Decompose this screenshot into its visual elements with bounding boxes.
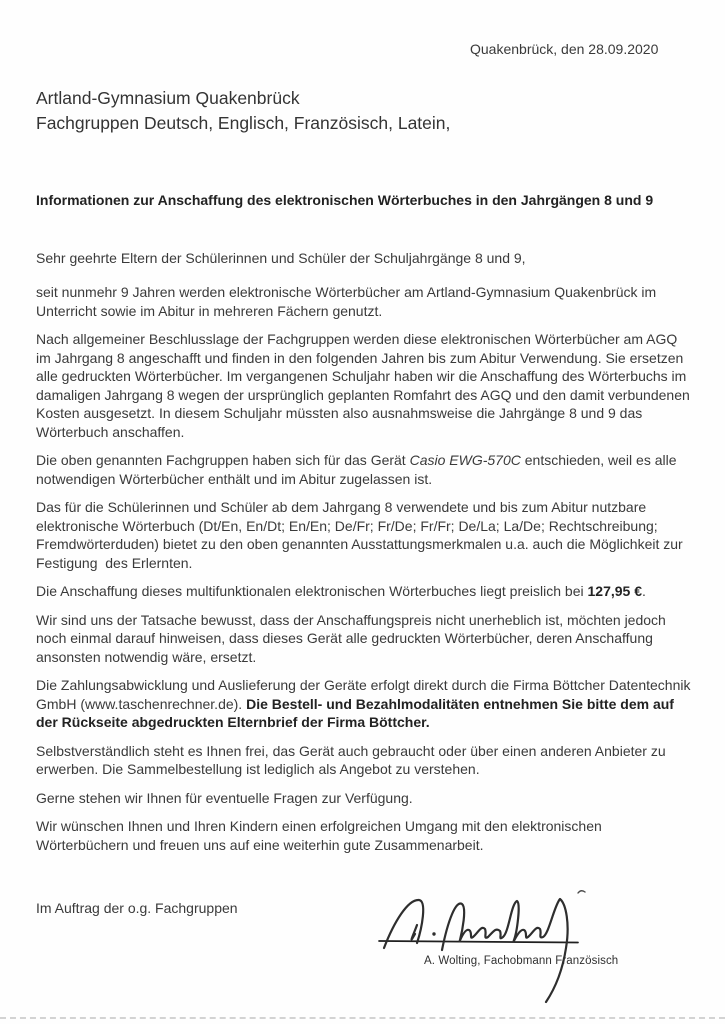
paragraph xyxy=(36,283,693,320)
text-run: Wir wünschen Ihnen und Ihren Kindern einen erfolgreichen Umgang mit den elektronischen Wörterbüchern und freuen uns auf eine weiterhin gute Zusammenarbeit. xyxy=(36,818,606,853)
subject-line: Informationen zur Anschaffung des elektronischen Wörterbuches in den Jahrgängen 8 und 9 xyxy=(36,192,654,208)
signature-tilde-mark xyxy=(578,891,585,893)
salutation-line: Sehr geehrte Eltern der Schülerinnen und Schüler der Schuljahrgänge 8 und 9, xyxy=(36,250,526,266)
text-run: Selbstverständlich steht es Ihnen frei, das Gerät auch gebraucht oder über einen anderen Anbieter zu erwerben. Die Sammelbestellung ist lediglich als Angebot zu verstehen. xyxy=(36,742,670,777)
text-run: Die Zahlungsabwicklung und Auslieferung der Geräte erfolgt direkt durch die Firma Böttcher Datentechnik GmbH (www.taschenrechner.de). xyxy=(36,677,695,712)
paragraph xyxy=(36,817,693,854)
paragraph xyxy=(36,582,693,601)
sender-departments-line: Fachgruppen Deutsch, Englisch, Französisch, Latein, xyxy=(36,113,451,133)
text-run: Die Bestell- und Bezahlmodalitäten entnehmen Sie bitte dem auf der Rückseite abgedruckten Elternbrief der Firma Böttcher. xyxy=(36,695,678,730)
text-run: Die oben genannten Fachgruppen haben sich für das Gerät xyxy=(36,452,410,468)
paragraph xyxy=(36,498,693,572)
text-run: Gerne stehen wir Ihnen für eventuelle Fragen zur Verfügung. xyxy=(36,789,413,806)
text-run: . xyxy=(642,583,646,599)
paragraph xyxy=(36,742,693,779)
text-run: entschieden, weil es alle notwendigen Wörterbücher enthält und im Abitur zugelassen ist. xyxy=(36,452,681,487)
text-run: Die Anschaffung dieses multifunktionalen elektronischen Wörterbuches liegt preislich bei xyxy=(36,583,588,599)
signature-caption: A. Wolting, Fachobmann Französisch xyxy=(424,955,619,967)
letter-body xyxy=(36,283,693,864)
text-run: Das für die Schülerinnen und Schüler ab dem Jahrgang 8 verwendete und bis zum Abitur nutzbare elektronische Wörterbuch (Dt/En, En/Dt; En/En; De/Fr; Fr/De; Fr/Fr; De/La; La/De; Rechtschreibung; Fremdwörterduden) bietet zu den oben genannten Ausstattungsmerkmalen u.a. auch die Möglichkeit zur Festigung des Erlernten. xyxy=(36,499,687,571)
text-run: 127,95 € xyxy=(587,583,642,599)
text-run: Wir sind uns der Tatsache bewusst, dass der Anschaffungspreis nicht unerheblich ist, möchten jedoch noch einmal darauf hinweisen, dass dieses Gerät alle gedruckten Wörterbücher, deren Anschaffung ansonsten notwendig wäre, ersetzt. xyxy=(36,611,670,665)
signature-image xyxy=(372,886,602,1008)
paragraph xyxy=(36,611,693,667)
signature-underline xyxy=(379,941,578,943)
text-run: seit nunmehr 9 Jahren werden elektronische Wörterbücher am Artland-Gymnasium Quakenbrück im Unterricht sowie im Abitur in mehreren Fächern genutzt. xyxy=(36,284,661,319)
paragraph xyxy=(36,451,693,488)
sender-school-line: Artland-Gymnasium Quakenbrück xyxy=(36,88,300,108)
paragraph xyxy=(36,789,693,808)
text-run: Casio EWG-570C xyxy=(409,452,521,468)
sender-block xyxy=(36,86,450,136)
paragraph xyxy=(36,330,693,441)
scan-artifact-line xyxy=(0,1017,725,1019)
paragraph xyxy=(36,676,693,732)
date-line: Quakenbrück, den 28.09.2020 xyxy=(470,41,659,57)
text-run: Nach allgemeiner Beschlusslage der Fachgruppen werden diese elektronischen Wörterbücher am AGQ im Jahrgang 8 angeschafft und finden in den folgenden Jahren bis zum Abitur Verwendung. Sie ersetzen alle gedruckten Wörterbücher. Im vergangenen Schuljahr haben wir die Anschaffung des Wörterbuchs im damaligen Jahrgang 8 wegen der ursprünglich geplanten Romfahrt des AGQ und den damit verbundenen Kosten ausgesetzt. In diesem Schuljahr müssten also ausnahmsweise die Jahrgänge 8 und 9 das Wörterbuch anschaffen. xyxy=(36,331,694,440)
closing-line: Im Auftrag der o.g. Fachgruppen xyxy=(36,900,238,916)
